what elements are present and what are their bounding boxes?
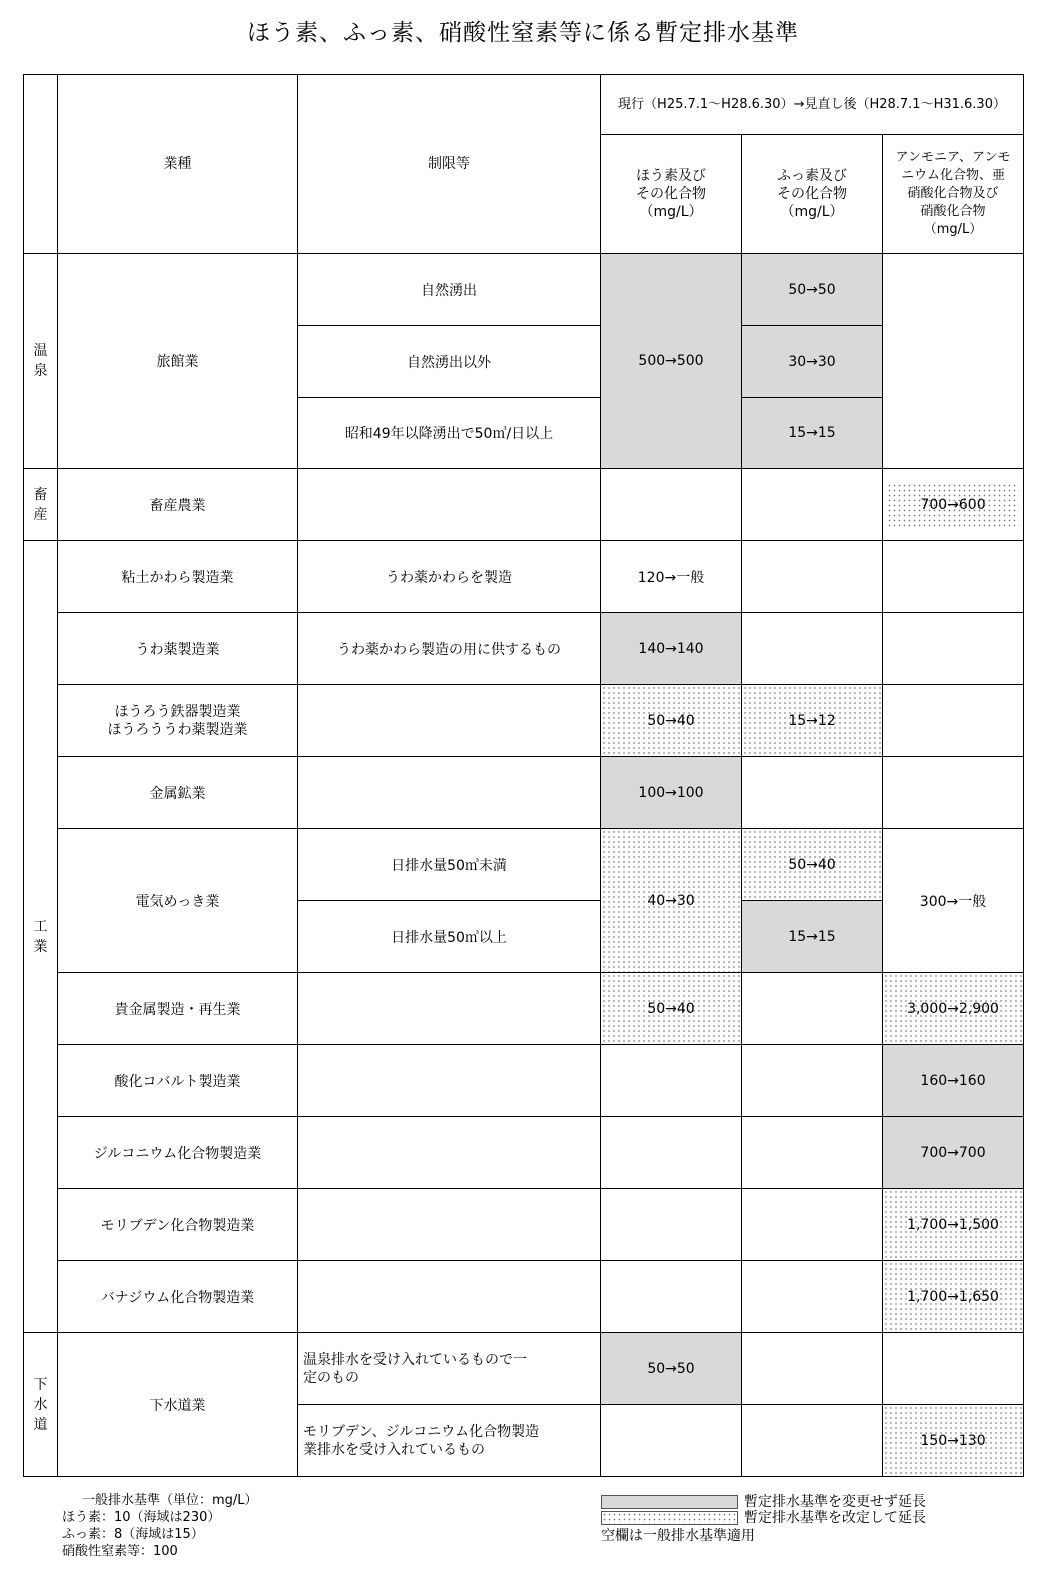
vanadium-boron (601, 1261, 742, 1333)
industry-horo: ほうろう鉄器製造業 ほうろううわ薬製造業 (58, 685, 298, 757)
kinzoku-boron: 100→100 (601, 757, 742, 829)
kikinzoku-boron: 50→40 (601, 973, 742, 1045)
mekki-restriction-under50: 日排水量50㎥未満 (298, 829, 601, 901)
notes-boron: ほう素：10（海域は230） (62, 1510, 221, 1525)
mekki-restriction-over50: 日排水量50㎥以上 (298, 901, 601, 973)
molybdenum-restriction (298, 1189, 601, 1261)
group-chikusan: 畜 産 (24, 469, 58, 541)
molybdenum-boron (601, 1189, 742, 1261)
header-industry: 業種 (58, 75, 298, 254)
zirconium-restriction (298, 1117, 601, 1189)
kikinzoku-restriction (298, 973, 601, 1045)
chikusan-boron (601, 469, 742, 541)
kinzoku-ammonia (883, 757, 1024, 829)
group-kogyo: 工 業 (24, 541, 58, 1333)
kikinzoku-fluorine (742, 973, 883, 1045)
uwagusuri-ammonia (883, 613, 1024, 685)
chikusan-fluorine (742, 469, 883, 541)
gesuido-restriction-molybdenum: モリブデン、ジルコニウム化合物製造 業排水を受け入れているもの (298, 1405, 601, 1477)
notes-heading: 一般排水基準（単位：mg/L） (82, 1493, 258, 1508)
industry-cobalt: 酸化コバルト製造業 (58, 1045, 298, 1117)
legend-blank-note: 空欄は一般排水基準適用 (601, 1528, 755, 1544)
notes-fluorine: ふっ素：8（海域は15） (62, 1527, 204, 1542)
restriction-showa49: 昭和49年以降湧出で50㎥/日以上 (298, 398, 601, 469)
header-restriction: 制限等 (298, 75, 601, 254)
chikusan-restriction (298, 469, 601, 541)
chikusan-ammonia (883, 469, 1024, 541)
legend-dotted-row (601, 1510, 926, 1526)
mekki-ammonia: 300→一般 (883, 829, 1024, 973)
industry-vanadium: バナジウム化合物製造業 (58, 1261, 298, 1333)
ryokan-fluorine-showa49: 15→15 (742, 398, 883, 469)
gesuido-boron-molybdenum (601, 1405, 742, 1477)
kikinzoku-ammonia: 3,000→2,900 (883, 973, 1024, 1045)
ryokan-fluorine-natural: 50→50 (742, 254, 883, 326)
header-ammonia: アンモニア、アンモ ニウム化合物、亜 硝酸化合物及び 硝酸化合物 （mg/L） (883, 135, 1024, 254)
industry-uwagusuri: うわ薬製造業 (58, 613, 298, 685)
header-boron: ほう素及び その化合物 （mg/L） (601, 135, 742, 254)
gesuido-fluorine-onsen (742, 1333, 883, 1405)
kinzoku-fluorine (742, 757, 883, 829)
header-period: 現行（H25.7.1～H28.6.30）→見直し後（H28.7.1～H31.6.30） (601, 75, 1024, 135)
kinzoku-restriction (298, 757, 601, 829)
vanadium-ammonia: 1,700→1,650 (883, 1261, 1024, 1333)
molybdenum-ammonia: 1,700→1,500 (883, 1189, 1024, 1261)
horo-restriction (298, 685, 601, 757)
notes-nitrate: 硝酸性窒素等：100 (62, 1544, 178, 1559)
zirconium-ammonia: 700→700 (883, 1117, 1024, 1189)
general-standards-note (62, 1492, 258, 1560)
industry-nendo: 粘土かわら製造業 (58, 541, 298, 613)
chikusan-ammonia-value: 700→600 (887, 483, 1019, 527)
horo-fluorine: 15→12 (742, 685, 883, 757)
cobalt-ammonia: 160→160 (883, 1045, 1024, 1117)
industry-kinzoku: 金属鉱業 (58, 757, 298, 829)
ryokan-fluorine-non-natural: 30→30 (742, 326, 883, 398)
ryokan-ammonia (883, 254, 1024, 469)
gesuido-boron: 50→50 (601, 1333, 742, 1405)
industry-zirconium: ジルコニウム化合物製造業 (58, 1117, 298, 1189)
cobalt-boron (601, 1045, 742, 1117)
nendo-restriction: うわ薬かわらを製造 (298, 541, 601, 613)
industry-gesuido: 下水道業 (58, 1333, 298, 1477)
gesuido-ammonia: 150→130 (883, 1405, 1024, 1477)
zirconium-fluorine (742, 1117, 883, 1189)
nendo-fluorine (742, 541, 883, 613)
mekki-boron: 40→30 (601, 829, 742, 973)
horo-boron: 50→40 (601, 685, 742, 757)
header-group-blank (24, 75, 58, 254)
restriction-non-natural: 自然湧出以外 (298, 326, 601, 398)
legend (601, 1494, 926, 1545)
uwagusuri-restriction: うわ薬かわら製造の用に供するもの (298, 613, 601, 685)
group-onsen: 温 泉 (24, 254, 58, 469)
restriction-natural: 自然湧出 (298, 254, 601, 326)
gesuido-ammonia-onsen (883, 1333, 1024, 1405)
legend-dotted-swatch (601, 1511, 738, 1525)
page-title: ほう素、ふっ素、硝酸性窒素等に係る暫定排水基準 (247, 20, 799, 46)
industry-molybdenum: モリブデン化合物製造業 (58, 1189, 298, 1261)
uwagusuri-boron: 140→140 (601, 613, 742, 685)
industry-ryokan: 旅館業 (58, 254, 298, 469)
legend-gray-swatch (601, 1495, 738, 1509)
zirconium-boron (601, 1117, 742, 1189)
uwagusuri-fluorine (742, 613, 883, 685)
nendo-boron: 120→一般 (601, 541, 742, 613)
vanadium-restriction (298, 1261, 601, 1333)
legend-gray-row (601, 1494, 926, 1510)
molybdenum-fluorine (742, 1189, 883, 1261)
legend-gray-label: 暫定排水基準を変更せず延長 (744, 1493, 926, 1510)
horo-ammonia (883, 685, 1024, 757)
gesuido-fluorine-molybdenum (742, 1405, 883, 1477)
mekki-fluorine-over50: 15→15 (742, 901, 883, 973)
industry-kikinzoku: 貴金属製造・再生業 (58, 973, 298, 1045)
standards-table (23, 74, 1024, 1477)
cobalt-restriction (298, 1045, 601, 1117)
nendo-ammonia (883, 541, 1024, 613)
vanadium-fluorine (742, 1261, 883, 1333)
industry-chikusan: 畜産農業 (58, 469, 298, 541)
mekki-fluorine-under50: 50→40 (742, 829, 883, 901)
cobalt-fluorine (742, 1045, 883, 1117)
industry-mekki: 電気めっき業 (58, 829, 298, 973)
gesuido-restriction-onsen: 温泉排水を受け入れているもので一 定のもの (298, 1333, 601, 1405)
header-fluorine: ふっ素及び その化合物 （mg/L） (742, 135, 883, 254)
legend-dotted-label: 暫定排水基準を改定して延長 (744, 1509, 926, 1526)
group-gesuido: 下 水 道 (24, 1333, 58, 1477)
ryokan-boron: 500→500 (601, 254, 742, 469)
